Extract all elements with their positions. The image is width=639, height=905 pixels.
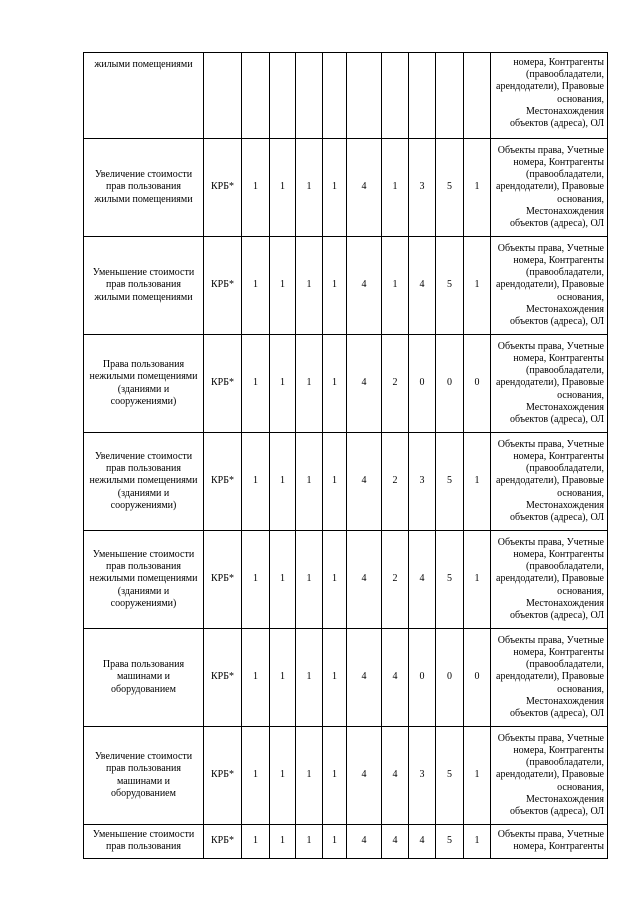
table-row	[84, 825, 608, 859]
code-digit: 4	[382, 629, 409, 727]
code-digit: 5	[436, 825, 464, 859]
code-digit: 0	[436, 335, 464, 433]
code-digit: 4	[347, 825, 382, 859]
code-digit	[409, 53, 436, 139]
account-name: Уменьшение стоимости прав пользования нежилыми помещениями (зданиями и сооружениями)	[84, 531, 204, 629]
analytics-notes: Объекты права, Учетные номера, Контрагенты (правообладатели, арендодатели), Правовые основания, Местонахождения объектов (адреса), ОЛ	[491, 139, 608, 237]
code-digit: 1	[464, 433, 491, 531]
code-digit: 0	[409, 335, 436, 433]
code-digit: 4	[382, 727, 409, 825]
code-digit: 1	[242, 531, 270, 629]
table-row	[84, 237, 608, 335]
analytics-notes: Объекты права, Учетные номера, Контрагенты (правообладатели, арендодатели), Правовые основания, Местонахождения объектов (адреса), ОЛ	[491, 433, 608, 531]
code-digit: 1	[296, 629, 323, 727]
code-digit: 4	[347, 727, 382, 825]
code-digit: 1	[323, 433, 347, 531]
code-digit: 2	[382, 531, 409, 629]
analytics-notes: Объекты права, Учетные номера, Контрагенты (правообладатели, арендодатели), Правовые основания, Местонахождения объектов (адреса), ОЛ	[491, 531, 608, 629]
code-digit	[347, 53, 382, 139]
code-digit: 5	[436, 139, 464, 237]
code-digit: 1	[242, 335, 270, 433]
ledger-code: КРБ*	[204, 629, 242, 727]
code-digit: 0	[409, 629, 436, 727]
code-digit: 1	[270, 237, 296, 335]
code-digit: 4	[347, 237, 382, 335]
code-digit: 1	[464, 237, 491, 335]
table-row	[84, 335, 608, 433]
code-digit: 5	[436, 433, 464, 531]
code-digit: 4	[382, 825, 409, 859]
code-digit: 1	[464, 531, 491, 629]
code-digit: 1	[464, 825, 491, 859]
code-digit: 1	[242, 629, 270, 727]
code-digit: 1	[242, 825, 270, 859]
code-digit: 1	[296, 237, 323, 335]
code-digit: 1	[270, 433, 296, 531]
code-digit: 2	[382, 433, 409, 531]
ledger-code: КРБ*	[204, 825, 242, 859]
code-digit: 1	[270, 727, 296, 825]
code-digit: 1	[270, 629, 296, 727]
code-digit: 1	[296, 139, 323, 237]
code-digit: 4	[409, 825, 436, 859]
code-digit: 4	[347, 629, 382, 727]
code-digit: 1	[323, 237, 347, 335]
ledger-code: КРБ*	[204, 139, 242, 237]
code-digit: 1	[382, 139, 409, 237]
code-digit: 1	[296, 825, 323, 859]
code-digit	[464, 53, 491, 139]
code-digit: 1	[242, 433, 270, 531]
analytics-notes: Объекты права, Учетные номера, Контрагенты (правообладатели, арендодатели), Правовые основания, Местонахождения объектов (адреса), ОЛ	[491, 727, 608, 825]
table-row	[84, 531, 608, 629]
account-name: жилыми помещениями	[84, 53, 204, 139]
code-digit: 1	[242, 727, 270, 825]
analytics-notes: Объекты права, Учетные номера, Контрагенты (правообладатели, арендодатели), Правовые основания, Местонахождения объектов (адреса), ОЛ	[491, 335, 608, 433]
ledger-code: КРБ*	[204, 531, 242, 629]
code-digit: 1	[270, 531, 296, 629]
code-digit: 1	[296, 433, 323, 531]
account-name: Права пользования машинами и оборудованием	[84, 629, 204, 727]
code-digit: 1	[464, 139, 491, 237]
code-digit: 3	[409, 139, 436, 237]
code-digit: 1	[296, 531, 323, 629]
code-digit: 4	[347, 531, 382, 629]
code-digit: 1	[242, 139, 270, 237]
code-digit: 1	[270, 335, 296, 433]
analytics-notes: Объекты права, Учетные номера, Контрагенты (правообладатели, арендодатели), Правовые основания, Местонахождения объектов (адреса), ОЛ	[491, 237, 608, 335]
account-name: Увеличение стоимости прав пользования нежилыми помещениями (зданиями и сооружениями)	[84, 433, 204, 531]
code-digit: 0	[464, 335, 491, 433]
code-digit: 1	[296, 335, 323, 433]
code-digit: 1	[323, 825, 347, 859]
analytics-notes: номера, Контрагенты (правообладатели, арендодатели), Правовые основания, Местонахождения объектов (адреса), ОЛ	[491, 53, 608, 139]
analytics-notes: Объекты права, Учетные номера, Контрагенты (правообладатели, арендодатели), Правовые основания, Местонахождения объектов (адреса), ОЛ	[491, 629, 608, 727]
code-digit: 0	[464, 629, 491, 727]
account-name: Увеличение стоимости прав пользования жилыми помещениями	[84, 139, 204, 237]
code-digit: 1	[323, 531, 347, 629]
account-name: Уменьшение стоимости прав пользования	[84, 825, 204, 859]
code-digit: 5	[436, 727, 464, 825]
code-digit: 1	[323, 629, 347, 727]
code-digit: 4	[409, 531, 436, 629]
code-digit: 1	[242, 237, 270, 335]
code-digit: 1	[323, 335, 347, 433]
code-digit: 1	[323, 139, 347, 237]
ledger-code: КРБ*	[204, 237, 242, 335]
code-digit: 1	[464, 727, 491, 825]
analytics-notes: Объекты права, Учетные номера, Контрагенты	[491, 825, 608, 859]
code-digit: 4	[347, 433, 382, 531]
table-row	[84, 727, 608, 825]
code-digit	[242, 53, 270, 139]
code-digit: 4	[347, 335, 382, 433]
code-digit	[436, 53, 464, 139]
table-row	[84, 433, 608, 531]
code-digit: 2	[382, 335, 409, 433]
table-row	[84, 629, 608, 727]
account-codes-table	[83, 52, 608, 859]
code-digit: 4	[409, 237, 436, 335]
code-digit: 4	[347, 139, 382, 237]
code-digit: 1	[270, 139, 296, 237]
code-digit	[270, 53, 296, 139]
code-digit: 0	[436, 629, 464, 727]
code-digit: 1	[382, 237, 409, 335]
ledger-code	[204, 53, 242, 139]
ledger-code: КРБ*	[204, 335, 242, 433]
table-row	[84, 139, 608, 237]
code-digit: 5	[436, 237, 464, 335]
code-digit	[382, 53, 409, 139]
table-row	[84, 53, 608, 139]
code-digit: 1	[296, 727, 323, 825]
ledger-code: КРБ*	[204, 727, 242, 825]
account-name: Увеличение стоимости прав пользования машинами и оборудованием	[84, 727, 204, 825]
code-digit: 3	[409, 727, 436, 825]
code-digit: 3	[409, 433, 436, 531]
code-digit: 1	[323, 727, 347, 825]
account-name: Уменьшение стоимости прав пользования жилыми помещениями	[84, 237, 204, 335]
code-digit: 5	[436, 531, 464, 629]
code-digit	[296, 53, 323, 139]
code-digit: 1	[270, 825, 296, 859]
code-digit	[323, 53, 347, 139]
ledger-code: КРБ*	[204, 433, 242, 531]
account-name: Права пользования нежилыми помещениями (зданиями и сооружениями)	[84, 335, 204, 433]
